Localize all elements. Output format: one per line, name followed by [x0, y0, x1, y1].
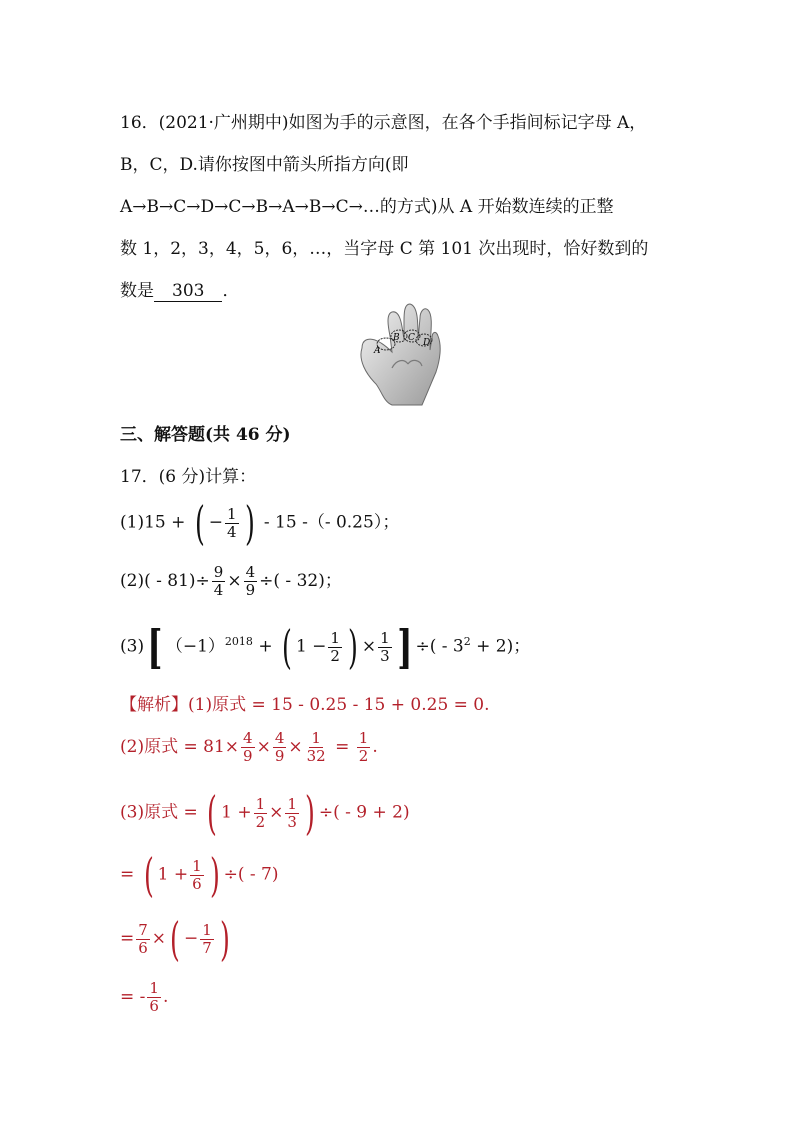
right-paren: )	[304, 786, 315, 840]
problem17-q2	[120, 564, 342, 599]
answer-value: 303	[172, 281, 205, 301]
problem16-line5-suffix: ．	[222, 281, 240, 301]
q3-neg-one: （−1）	[165, 636, 225, 657]
solution-4-end: ÷( - 7)	[223, 864, 279, 885]
solution-1-text: (1)原式 = 15 - 0.25 - 15 + 0.25 = 0.	[188, 695, 490, 715]
solution-3-one: 1 +	[221, 802, 252, 823]
left-paren: (	[143, 848, 154, 902]
solution-4-one: 1 +	[157, 864, 189, 885]
fraction: $\frac{9}{4}$	[213, 563, 224, 599]
problem17-q1	[120, 496, 400, 550]
times-sign: ×	[361, 636, 377, 657]
solution-4	[120, 848, 279, 902]
q1-label: (1)	[120, 512, 145, 533]
solution-3-end: ÷( - 9 + 2)	[318, 802, 410, 823]
fraction: $\frac{4}{9}$	[245, 563, 256, 599]
problem16-line4: 数 1，2，3，4，5，6，…，当字母 C 第 101 次出现时，恰好数到的	[120, 239, 649, 259]
times-sign: ×	[269, 802, 284, 823]
fraction: $\frac{7}{6}$	[138, 920, 148, 957]
answer-blank	[154, 281, 222, 302]
problem16-line1: 16．(2021·广州期中)如图为手的示意图，在各个手指间标记字母 A，	[120, 113, 647, 133]
q2-part-b: ÷( - 32)；	[259, 571, 342, 591]
fraction: $\frac{1}{6}$	[192, 856, 202, 893]
fraction: $\frac{4}{9}$	[274, 729, 285, 765]
fraction: $\frac{1}{32}$	[306, 729, 326, 765]
fraction: $\frac{4}{9}$	[243, 729, 253, 765]
equals-sign: =	[120, 928, 135, 949]
times-sign: ×	[288, 737, 303, 757]
period: .	[162, 987, 169, 1007]
fraction: $\frac{1}{6}$	[149, 979, 159, 1015]
right-paren: )	[347, 620, 358, 674]
right-paren: )	[244, 496, 255, 550]
equals-sign: =	[120, 864, 135, 885]
plus-sign: +	[258, 636, 273, 657]
fraction: $\frac{1}{2}$	[358, 729, 369, 765]
left-bracket: [	[147, 620, 163, 674]
q1-part-a: 15 +	[144, 512, 186, 533]
solution-2	[120, 730, 378, 765]
problem16-line2: B，C，D.请你按图中箭头所指方向(即	[120, 155, 409, 175]
fraction: $\frac{1}{2}$	[255, 794, 266, 831]
left-paren: (	[207, 786, 218, 840]
hand-letter-b: B	[393, 333, 400, 343]
solution-3-label: (3)原式 =	[120, 802, 198, 823]
left-paren: (	[170, 912, 180, 966]
q3-label: (3)	[120, 636, 145, 657]
section-heading: 三、解答题(共 46 分)	[120, 425, 291, 445]
problem16-line5	[120, 276, 239, 302]
fraction: $\frac{1}{7}$	[202, 920, 212, 957]
solution-tag: 【解析】	[120, 695, 188, 715]
hand-letter-d: D	[423, 338, 431, 348]
problem16-line5-prefix: 数是	[120, 281, 154, 301]
period: .	[372, 737, 378, 757]
q3-part-c: + 2)；	[476, 636, 531, 657]
left-paren: (	[194, 496, 205, 550]
solution-2-label: (2)原式 = 81×	[120, 737, 240, 757]
minus-sign: −	[208, 512, 223, 533]
right-paren: )	[219, 912, 230, 966]
q3-exponent: 2018	[224, 634, 253, 648]
solution-3	[120, 786, 410, 840]
q3-b-exponent: 2	[463, 634, 471, 648]
minus-sign: −	[184, 928, 199, 949]
q3-one: 1 −	[295, 636, 327, 657]
left-paren: (	[282, 620, 292, 674]
problem17-intro: 17．(6 分)计算：	[120, 467, 257, 487]
times-sign: ×	[227, 571, 242, 591]
right-paren: )	[209, 848, 220, 902]
solution-5	[120, 912, 234, 966]
times-sign: ×	[151, 928, 167, 949]
solution-6	[120, 980, 168, 1015]
fraction: $\frac{1}{3}$	[380, 628, 390, 665]
fraction: $\frac{1}{4}$	[226, 504, 237, 541]
q3-part-b: ÷( - 3	[415, 636, 464, 657]
times-sign: ×	[256, 737, 271, 757]
q2-part-a: ( - 81)÷	[144, 571, 210, 591]
problem17-q3	[120, 620, 531, 674]
q1-part-b: - 15 -（- 0.25）；	[263, 512, 400, 533]
solution-1	[120, 690, 490, 715]
equals-sign: = -	[120, 987, 146, 1007]
fraction: $\frac{1}{3}$	[287, 794, 297, 831]
right-bracket: ]	[396, 620, 413, 674]
equals-sign: =	[335, 737, 350, 757]
hand-letter-a: A	[374, 346, 381, 356]
problem16-line3: A→B→C→D→C→B→A→B→C→…的方式)从 A 开始数连续的正整	[120, 197, 614, 217]
hand-letter-c: C	[408, 333, 415, 343]
fraction: $\frac{1}{2}$	[330, 628, 340, 665]
q2-label: (2)	[120, 571, 145, 591]
hand-figure	[352, 300, 444, 406]
